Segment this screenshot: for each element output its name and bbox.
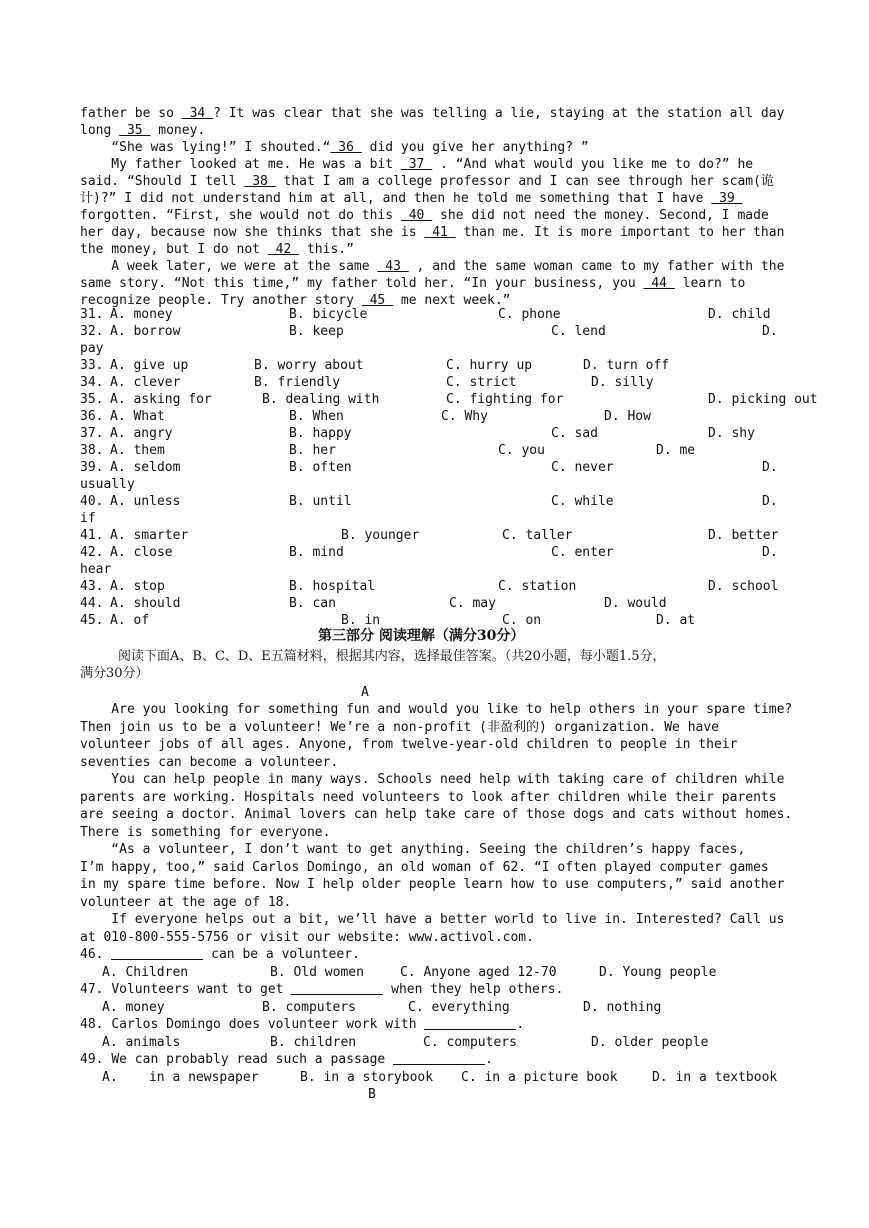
option-a: A. of [110, 613, 150, 628]
passage-line [80, 173, 780, 190]
option-b: B. keep [289, 324, 344, 339]
option-c: C. on [502, 613, 542, 628]
option-b: B. until [289, 494, 352, 509]
passage-a-line: are seeing a doctor. Animal lovers can help take care of those dogs and cats without homes. [80, 807, 793, 822]
passage-text: money. [150, 123, 206, 138]
passage-line [80, 122, 780, 139]
passage-line [80, 207, 780, 224]
passage-text: the money, but I do not [80, 242, 268, 257]
option-number: 32. [80, 324, 104, 339]
option-c: C. fighting for [446, 392, 564, 407]
cloze-blank-number: 41 [424, 225, 456, 240]
option-number: 34. [80, 375, 104, 390]
question-text: We can probably read such a passage [111, 1052, 394, 1067]
passage-a-line: parents are working. Hospitals need volunteers to look after children while their parents [80, 789, 777, 805]
option-number: 36. [80, 409, 104, 424]
passage-line [80, 139, 780, 156]
option-c: C. taller [502, 528, 573, 543]
option-number: 44. [80, 596, 104, 611]
option-d: D. turn off [583, 358, 670, 373]
passage-a-line: You can help people in many ways. Schools need help with taking care of children while [80, 772, 785, 787]
option-b: B. mind [289, 545, 344, 560]
option-a: A. What [110, 409, 165, 424]
option-c: C. sad [551, 426, 598, 441]
cloze-blank-number: 37 [400, 157, 433, 172]
option-b: B. often [289, 460, 352, 475]
question-option-a: A. animals [102, 1034, 181, 1050]
passage-line [80, 258, 785, 275]
question-option-b: B. in a storybook [300, 1069, 434, 1085]
option-d: D. better [708, 528, 779, 543]
passage-a-line: Are you looking for something fun and would you like to help others in your spare time? [80, 702, 793, 717]
passage-text: My father looked at me. He was a bit [80, 157, 401, 172]
question-number: 46. [80, 947, 112, 962]
question-option-a: A. Children [102, 964, 189, 980]
answer-blank [111, 946, 203, 960]
option-c: C. you [498, 443, 545, 458]
option-b: B. her [289, 443, 336, 458]
option-d: D. picking out [708, 392, 818, 407]
option-d: D. shy [708, 426, 755, 441]
option-a: A. clever [110, 375, 181, 390]
passage-line [80, 224, 785, 241]
passage-text: me next week.” [393, 293, 511, 308]
option-d: D. [762, 545, 778, 560]
option-b: B. in [341, 613, 381, 628]
passage-text: , and the same woman came to my father with the [408, 259, 785, 274]
question-option-d: D. Young people [599, 964, 717, 980]
cloze-blank-number: 44 [643, 276, 675, 291]
option-d: D. silly [591, 375, 654, 390]
option-c: C. enter [551, 545, 614, 560]
option-c: C. never [551, 460, 614, 475]
passage-a-label: A [361, 685, 369, 700]
option-number: 38. [80, 443, 104, 458]
option-number: 41. [80, 528, 104, 543]
option-d-wrap: usually [80, 477, 135, 492]
cloze-blank-number: 38 [244, 174, 276, 189]
option-a: A. seldom [110, 460, 181, 475]
question-stem [80, 1051, 780, 1068]
question-number: 48. [80, 1017, 112, 1032]
question-text: Volunteers want to get [111, 982, 292, 997]
question-number: 47. [80, 982, 112, 997]
passage-text: did you give her anything? ” [361, 140, 589, 155]
passage-a-line: in my spare time before. Now I help older people learn how to use computers,” said another [80, 877, 785, 892]
option-a: A. asking for [110, 392, 212, 407]
question-option-c: C. computers [423, 1034, 517, 1050]
option-d: D. at [656, 613, 696, 628]
option-b: B. happy [289, 426, 352, 441]
question-option-b: B. computers [262, 999, 356, 1015]
answer-blank [393, 1051, 485, 1065]
passage-text: her day, because now she thinks that she is [80, 225, 425, 240]
passage-a-line: Then join us to be a volunteer! We’re a non-profit (非盈利的) organization. We have [80, 719, 719, 735]
option-number: 42. [80, 545, 104, 560]
option-d: D. [762, 460, 778, 475]
cloze-blank-number: 40 [400, 208, 433, 223]
question-text: . [485, 1052, 493, 1067]
option-d: D. How [604, 409, 651, 424]
passage-text: ? It was clear that she was telling a lie, staying at the station all day [213, 106, 785, 121]
section-title: 第三部分 阅读理解（满分30分） [318, 628, 525, 644]
answer-blank [291, 981, 383, 995]
cloze-blank-number: 35 [119, 123, 151, 138]
option-a: A. close [110, 545, 173, 560]
answer-blank [424, 1016, 516, 1030]
passage-text: recognize people. Try another story [80, 293, 362, 308]
option-a: A. stop [110, 579, 165, 594]
option-d: D. school [708, 579, 779, 594]
question-text: Carlos Domingo does volunteer work with [111, 1017, 425, 1032]
passage-a-line: I’m happy, too,” said Carlos Domingo, an old woman of 62. “I often played computer games [80, 859, 769, 875]
passage-text: . “And what would you like me to do?” he [432, 157, 754, 172]
option-a: A. unless [110, 494, 181, 509]
passage-line [80, 190, 780, 207]
option-c: C. hurry up [446, 358, 533, 373]
passage-text: said. “Should I tell [80, 174, 245, 189]
option-a: A. smarter [110, 528, 189, 543]
passage-a-line: There is something for everyone. [80, 824, 331, 840]
option-a: A. money [110, 307, 173, 322]
passage-text: “She was lying!” I shouted.“ [80, 140, 331, 155]
passage-a-line: seventies can become a volunteer. [80, 754, 339, 770]
option-c: C. may [449, 596, 496, 611]
option-b: B. friendly [254, 375, 341, 390]
option-b: B. worry about [254, 358, 364, 373]
passage-text: forgotten. “First, she would not do this [80, 208, 401, 223]
question-option-d: D. older people [591, 1034, 709, 1050]
passage-line [80, 105, 785, 122]
option-number: 33. [80, 358, 104, 373]
section-instruction: 满分30分） [80, 666, 149, 681]
option-c: C. station [498, 579, 577, 594]
option-c: C. phone [498, 307, 561, 322]
passage-line [80, 241, 780, 258]
option-d: D. [762, 494, 778, 509]
passage-line [80, 292, 780, 309]
option-d-wrap: hear [80, 562, 112, 577]
cloze-blank-number: 43 [377, 259, 409, 274]
option-b: B. dealing with [262, 392, 380, 407]
section-instruction: 阅读下面A、B、C、D、E五篇材料，根据其内容，选择最佳答案。（共20小题，每小题1.5分， [118, 649, 666, 664]
passage-a-line: “As a volunteer, I don’t want to get anything. Seeing the children’s happy faces, [80, 842, 746, 857]
option-c: C. strict [446, 375, 517, 390]
passage-text: A week later, we were at the same [80, 259, 378, 274]
cloze-blank-number: 34 [181, 106, 214, 121]
question-option-a: A. money [102, 999, 165, 1015]
question-text: can be a volunteer. [203, 947, 360, 962]
question-option-c: C. everything [408, 999, 510, 1015]
passage-a-line: If everyone helps out a bit, we’ll have a better world to live in. Interested? Call us [80, 912, 785, 927]
question-stem [80, 946, 780, 963]
option-c: C. while [551, 494, 614, 509]
passage-text: same story. “Not this time,” my father told her. “In your business, you [80, 276, 644, 291]
option-d-wrap: pay [80, 341, 104, 356]
question-stem [80, 1016, 780, 1033]
question-stem [80, 981, 780, 998]
question-option-a: A. in a newspaper [102, 1069, 259, 1085]
question-option-b: B. Old women [270, 964, 364, 980]
option-b: B. hospital [289, 579, 376, 594]
passage-text: this.” [299, 242, 354, 257]
passage-text: than me. It is more important to her than [455, 225, 785, 240]
cloze-blank-number: 42 [267, 242, 300, 257]
option-number: 31. [80, 307, 104, 322]
passage-a-line: at 010-800-555-5756 or visit our website: www.activol.com. [80, 929, 534, 945]
option-number: 43. [80, 579, 104, 594]
question-number: 49. [80, 1052, 112, 1067]
option-number: 45. [80, 613, 104, 628]
option-d-wrap: if [80, 511, 96, 526]
option-a: A. angry [110, 426, 173, 441]
question-option-c: C. in a picture book [461, 1069, 618, 1085]
option-b: B. When [289, 409, 344, 424]
question-text: when they help others. [383, 982, 564, 997]
question-option-d: D. in a textbook [652, 1069, 778, 1085]
passage-text: father be so [80, 106, 182, 121]
question-option-d: D. nothing [583, 999, 662, 1015]
passage-text: that I am a college professor and I can see through her scam(诡 [275, 174, 774, 189]
option-a: A. give up [110, 358, 189, 373]
option-c: C. Why [441, 409, 488, 424]
question-text: . [516, 1017, 525, 1032]
option-d: D. [762, 324, 778, 339]
passage-a-line: volunteer at the age of 18. [80, 894, 292, 910]
passage-text: long [80, 123, 120, 138]
cloze-blank-number: 36 [330, 140, 362, 155]
option-d: D. child [708, 307, 771, 322]
option-a: A. should [110, 596, 181, 611]
cloze-blank-number: 39 [711, 191, 743, 206]
option-b: B. bicycle [289, 307, 368, 322]
passage-text: 计)?” I did not understand him at all, and then he told me something that I have [80, 191, 712, 206]
question-option-b: B. children [270, 1034, 357, 1050]
passage-a-line: volunteer jobs of all ages. Anyone, from twelve-year-old children to people in their [80, 737, 738, 752]
option-b: B. can [289, 596, 336, 611]
question-option-c: C. Anyone aged 12-70 [400, 964, 557, 980]
passage-b-label: B [368, 1087, 376, 1102]
option-number: 40. [80, 494, 104, 509]
option-number: 35. [80, 392, 104, 407]
option-d: D. me [656, 443, 696, 458]
option-number: 39. [80, 460, 104, 475]
passage-line [80, 156, 780, 173]
option-number: 37. [80, 426, 104, 441]
cloze-blank-number: 45 [361, 293, 394, 308]
option-d: D. would [604, 596, 667, 611]
passage-line [80, 275, 780, 292]
option-a: A. borrow [110, 324, 181, 339]
passage-text: she did not need the money. Second, I made [432, 208, 769, 223]
option-a: A. them [110, 443, 165, 458]
passage-text: learn to [674, 276, 746, 291]
option-c: C. lend [551, 324, 606, 339]
option-b: B. younger [341, 528, 420, 543]
